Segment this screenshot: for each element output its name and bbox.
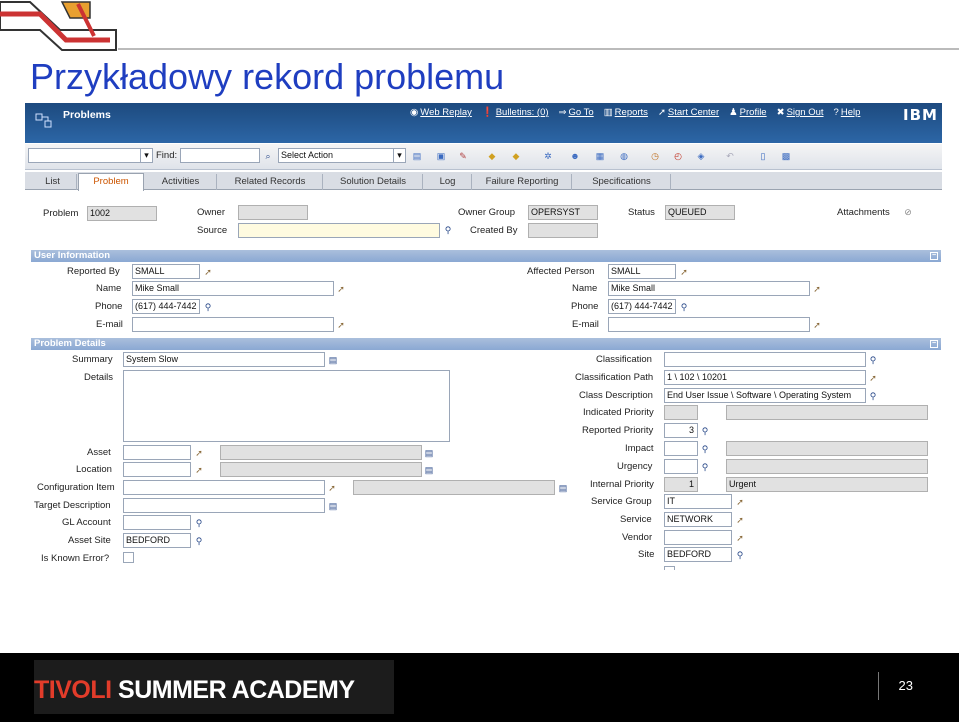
site-lookup-icon[interactable]: ⚲: [736, 550, 744, 560]
detail-menu-icon[interactable]: ➚: [204, 267, 212, 277]
detail-menu-icon[interactable]: ➚: [813, 284, 821, 294]
tab-specifications[interactable]: Specifications: [573, 174, 671, 190]
status-field: QUEUED: [665, 205, 735, 220]
brand-text: [34, 676, 355, 705]
tab-activities[interactable]: Activities: [145, 174, 217, 190]
detail-menu-icon[interactable]: ➚: [869, 373, 877, 383]
phone-lookup-icon[interactable]: ⚲: [680, 302, 688, 312]
signout-icon: ✖: [776, 107, 785, 118]
tab-list[interactable]: List: [29, 174, 77, 190]
find-input[interactable]: [180, 148, 260, 163]
reported-priority-label: Reported Priority: [582, 425, 654, 436]
urgency-description: [726, 459, 928, 474]
corner-decoration: [0, 0, 120, 60]
affected-phone-label: Phone: [571, 301, 599, 312]
priority-lookup-icon[interactable]: ⚲: [701, 426, 709, 436]
nav-reports[interactable]: [604, 107, 648, 118]
paperclip-icon[interactable]: ⊘: [904, 207, 912, 217]
binoculars-icon[interactable]: ⌕: [265, 151, 271, 161]
ci-description-field: [353, 480, 555, 495]
tab-log[interactable]: Log: [424, 174, 472, 190]
owner-group-field: OPERSYST: [528, 205, 598, 220]
people-icon[interactable]: ☻: [570, 151, 580, 161]
reported-by-label: Reported By: [67, 266, 120, 277]
summary-label: Summary: [72, 354, 113, 365]
created-by-field: [528, 223, 598, 238]
reported-priority-field[interactable]: 3: [664, 423, 698, 438]
indicated-priority-label: Indicated Priority: [583, 407, 654, 418]
gl-account-label: GL Account: [62, 517, 111, 528]
urgency-label: Urgency: [617, 461, 653, 472]
report-icon[interactable]: ▦: [595, 151, 605, 161]
asset-field[interactable]: [123, 445, 191, 460]
affected-person-field[interactable]: SMALL: [608, 264, 676, 279]
classification-label: Classification: [596, 354, 652, 365]
user-info-section-header[interactable]: [31, 250, 941, 262]
brand-tivoli: TIVOLI: [34, 676, 112, 704]
tab-bar: [25, 172, 942, 190]
location-description-field: [220, 462, 422, 477]
select-action-dropdown[interactable]: Select Action: [278, 148, 406, 163]
new-record-icon[interactable]: ▤: [412, 151, 422, 161]
attachments-label[interactable]: Attachments: [837, 207, 890, 218]
source-field[interactable]: [238, 223, 440, 238]
help-icon: ?: [833, 107, 839, 118]
query-dropdown-chevron-icon[interactable]: ▾: [140, 148, 153, 163]
nav-label: Profile: [739, 107, 767, 118]
save-icon[interactable]: ▣: [436, 151, 446, 161]
nav-help[interactable]: [834, 107, 861, 118]
collapse-icon[interactable]: −: [931, 340, 937, 347]
service-field[interactable]: NETWORK: [664, 512, 732, 527]
classification-path-field[interactable]: 1 \ 102 \ 10201: [664, 370, 866, 385]
tab-problem[interactable]: Problem: [78, 173, 144, 191]
query-select[interactable]: [28, 148, 153, 163]
detail-menu-icon[interactable]: ➚: [736, 497, 744, 507]
collapse-icon[interactable]: −: [931, 252, 937, 259]
nav-goto[interactable]: [559, 107, 594, 118]
location-field[interactable]: [123, 462, 191, 477]
print-icon[interactable]: ▩: [781, 151, 791, 161]
target-description-field[interactable]: [123, 498, 325, 513]
nav-label: Web Replay: [420, 107, 472, 118]
globe-icon[interactable]: ◍: [620, 151, 628, 161]
problem-details-section-header[interactable]: [31, 338, 941, 350]
find-label: Find:: [156, 150, 178, 161]
affected-person-label: Affected Person: [527, 266, 595, 277]
tag-icon[interactable]: ◈: [697, 151, 705, 161]
impact-field[interactable]: [664, 441, 698, 456]
next-icon[interactable]: ◆: [512, 151, 520, 161]
impact-description: [726, 441, 928, 456]
asset-site-label: Asset Site: [68, 535, 111, 546]
slide-title: Przykładowy rekord problemu: [30, 56, 505, 97]
site-lookup-icon[interactable]: ⚲: [195, 536, 203, 546]
profile-icon: ♟: [729, 107, 738, 118]
internal-priority-field: 1: [664, 477, 698, 492]
document-icon[interactable]: ▯: [760, 151, 766, 161]
footer-brand: [34, 660, 394, 714]
undo-icon[interactable]: ↶: [726, 151, 734, 161]
asset-label: Asset: [87, 447, 111, 458]
nav-label: Bulletins: (0): [495, 107, 549, 118]
nav-profile[interactable]: [729, 107, 766, 118]
partial-checkbox[interactable]: [664, 566, 675, 570]
nav-label: Go To: [568, 107, 594, 118]
known-error-checkbox[interactable]: [123, 552, 134, 563]
page-number: 23: [898, 678, 913, 693]
long-description-icon[interactable]: ▤: [328, 355, 338, 365]
nav-web-replay[interactable]: [410, 107, 472, 118]
route-icon[interactable]: ✲: [544, 151, 552, 161]
detail-menu-icon[interactable]: ➚: [328, 483, 336, 493]
detail-menu-icon[interactable]: ➚: [337, 284, 345, 294]
name-label: Name: [96, 283, 122, 294]
ibm-logo: IBM: [903, 106, 938, 124]
reported-by-field[interactable]: SMALL: [132, 264, 200, 279]
target-description-label: Target Description: [34, 500, 111, 511]
internal-priority-description: Urgent: [726, 477, 928, 492]
reports-icon: ▥: [603, 107, 613, 118]
source-label: Source: [197, 225, 228, 236]
owner-group-label: Owner Group: [458, 207, 516, 218]
long-description-icon[interactable]: ▤: [558, 483, 568, 493]
phone-lookup-icon[interactable]: ⚲: [204, 302, 212, 312]
nav-bulletins[interactable]: [482, 107, 549, 118]
owner-field: [238, 205, 308, 220]
impact-label: Impact: [625, 443, 654, 454]
configuration-item-field[interactable]: [123, 480, 325, 495]
section-title: Problem Details: [34, 338, 106, 349]
affected-email-field[interactable]: [608, 317, 810, 332]
site-label: Site: [638, 549, 655, 560]
vendor-label: Vendor: [622, 532, 653, 543]
service-label: Service: [620, 514, 652, 525]
urgency-lookup-icon[interactable]: ⚲: [701, 462, 709, 472]
email-label: E-mail: [96, 319, 123, 330]
email-field[interactable]: [132, 317, 334, 332]
tab-related-records[interactable]: Related Records: [218, 174, 323, 190]
owner-label: Owner: [197, 207, 225, 218]
detail-menu-icon[interactable]: ➚: [813, 320, 821, 330]
status-label: Status: [628, 207, 655, 218]
asset-site-field[interactable]: BEDFORD: [123, 533, 191, 548]
detail-menu-icon[interactable]: ➚: [736, 515, 744, 525]
detail-menu-icon[interactable]: ➚: [195, 465, 203, 475]
section-title: User Information: [34, 250, 111, 261]
impact-lookup-icon[interactable]: ⚲: [701, 444, 709, 454]
goto-icon: ⇒: [558, 107, 567, 118]
indicated-priority-description: [726, 405, 928, 420]
app-name: Problems: [63, 109, 111, 121]
detail-menu-icon[interactable]: ➚: [337, 320, 345, 330]
detail-menu-icon[interactable]: ➚: [680, 267, 688, 277]
vendor-field[interactable]: [664, 530, 732, 545]
brand-summer-academy: SUMMER ACADEMY: [118, 676, 355, 704]
gl-account-field[interactable]: [123, 515, 191, 530]
header-nav: [410, 107, 860, 118]
internal-priority-label: Internal Priority: [590, 479, 654, 490]
select-action-chevron-icon[interactable]: ▾: [393, 148, 406, 163]
known-error-label: Is Known Error?: [41, 553, 110, 564]
location-label: Location: [76, 464, 112, 475]
footer-divider: [878, 672, 879, 700]
nav-label: Start Center: [667, 107, 720, 118]
nav-label: Reports: [614, 107, 648, 118]
name-field[interactable]: Mike Small: [132, 281, 334, 296]
created-by-label: Created By: [470, 225, 518, 236]
phone-field[interactable]: (617) 444-7442: [132, 299, 200, 314]
tab-failure-reporting[interactable]: Failure Reporting: [473, 174, 572, 190]
app-header: [25, 103, 942, 143]
web-replay-icon: ◉: [410, 107, 419, 118]
detail-menu-icon[interactable]: ➚: [736, 533, 744, 543]
urgency-field[interactable]: [664, 459, 698, 474]
asset-description-field: [220, 445, 422, 460]
affected-email-label: E-mail: [572, 319, 599, 330]
classification-lookup-icon[interactable]: ⚲: [869, 355, 877, 365]
previous-icon[interactable]: ◆: [488, 151, 496, 161]
phone-label: Phone: [95, 301, 123, 312]
classification-field[interactable]: [664, 352, 866, 367]
timer-start-icon[interactable]: ◷: [651, 151, 659, 161]
configuration-item-label: Configuration Item: [37, 482, 115, 493]
timer-stop-icon[interactable]: ◴: [674, 151, 682, 161]
problems-app-icon: [33, 111, 55, 131]
affected-name-label: Name: [572, 283, 598, 294]
nav-start-center[interactable]: [658, 107, 719, 118]
long-description-icon[interactable]: ▤: [328, 501, 338, 511]
maximo-app-window: [25, 103, 942, 570]
problem-label: Problem: [43, 208, 79, 219]
source-lookup-icon[interactable]: ⚲: [444, 225, 452, 235]
nav-label: Sign Out: [786, 107, 824, 118]
details-textarea[interactable]: [123, 370, 450, 442]
nav-label: Help: [840, 107, 861, 118]
bulletins-icon: ❗: [481, 107, 494, 118]
long-description-icon[interactable]: ▤: [424, 465, 434, 475]
site-field[interactable]: BEDFORD: [664, 547, 732, 562]
classification-path-label: Classification Path: [575, 372, 654, 383]
tab-solution-details[interactable]: Solution Details: [324, 174, 423, 190]
service-group-field[interactable]: IT: [664, 494, 732, 509]
indicated-priority-field: [664, 405, 698, 420]
toolbar: [25, 144, 942, 170]
summary-field[interactable]: System Slow: [123, 352, 325, 367]
long-description-icon[interactable]: ▤: [424, 448, 434, 458]
affected-phone-field[interactable]: (617) 444-7442: [608, 299, 676, 314]
footer-overlay: [0, 653, 959, 722]
problem-id-field: 1002: [87, 206, 157, 221]
nav-signout[interactable]: [777, 107, 824, 118]
affected-name-field[interactable]: Mike Small: [608, 281, 810, 296]
class-description-label: Class Description: [579, 390, 653, 401]
service-group-label: Service Group: [591, 496, 652, 507]
detail-menu-icon[interactable]: ➚: [195, 448, 203, 458]
long-description-icon[interactable]: ⚲: [869, 391, 877, 401]
start-center-icon: ➚: [657, 107, 666, 118]
gl-lookup-icon[interactable]: ⚲: [195, 518, 203, 528]
class-description-field[interactable]: End User Issue \ Software \ Operating System: [664, 388, 866, 403]
details-label: Details: [84, 372, 114, 383]
clear-icon[interactable]: ✎: [459, 151, 467, 161]
title-rule: [118, 48, 959, 50]
